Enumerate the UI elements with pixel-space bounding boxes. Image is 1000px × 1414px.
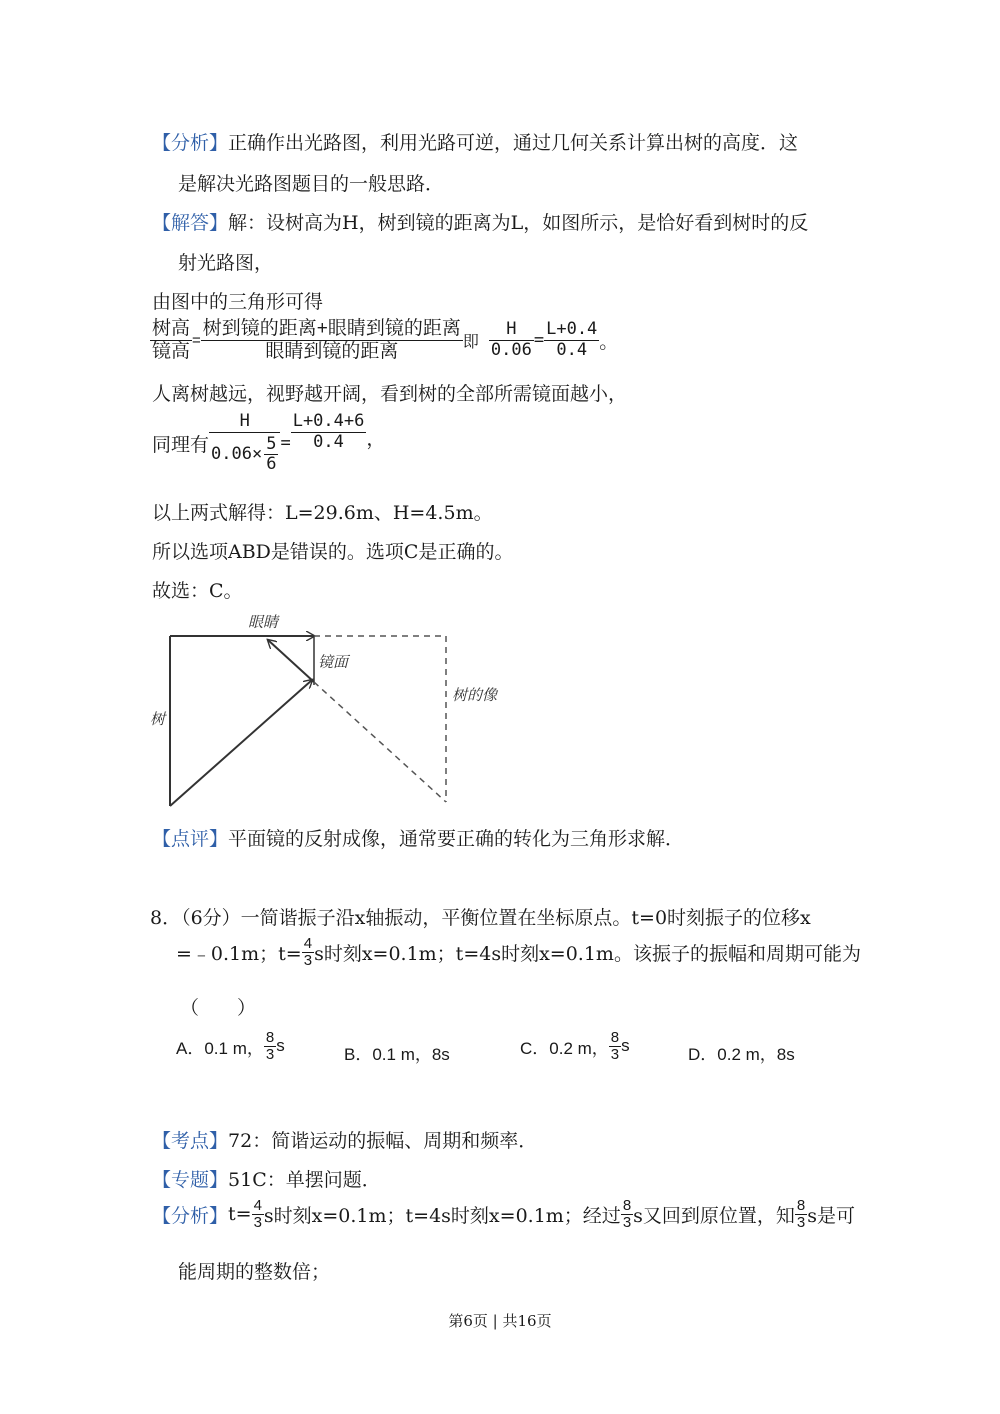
analysis-tag: 【分析】 xyxy=(152,132,229,154)
fraction-h-over-006: $\frac{H}{0.06}$ xyxy=(490,319,532,360)
fraction-h-over-product: H 0.06× $\frac{5}{6}$ xyxy=(209,412,280,475)
fraction-eight-thirds: $\frac{8}{3}$ xyxy=(622,1197,632,1231)
equation-2: 同理有 H 0.06× $\frac{5}{6}$ = $\frac{L+0.4+6}{0.4}$ ， xyxy=(152,411,386,475)
fraction-tree-over-mirror: $\frac{\text{树高}}{\text{镜高}}$ xyxy=(152,318,191,362)
label-tree-image: 树的像 xyxy=(452,686,498,704)
fraction-eight-thirds: $\frac{8}{3}$ xyxy=(265,1029,275,1063)
comment-paragraph xyxy=(152,824,684,851)
zhuanti-paragraph xyxy=(152,1165,381,1192)
question-8-blank: （ ） xyxy=(180,997,257,1019)
label-eye: 眼睛 xyxy=(248,613,279,631)
solution-line-1: 解：设树高为H，树到镜的距离为L，如图所示，是恰好看到树时的反 xyxy=(228,212,809,234)
option-d[interactable]: D．0.2 m，8s xyxy=(688,1045,795,1064)
reflected-ray xyxy=(268,640,314,682)
solution-paragraph xyxy=(152,208,808,235)
label-tree: 树 xyxy=(150,710,166,728)
fraction-l-plus-04-plus-6: $\frac{L+0.4+6}{0.4}$ xyxy=(292,411,365,452)
zhuanti-text: 51C：单摆问题． xyxy=(228,1169,381,1191)
kaodian-tag: 【考点】 xyxy=(152,1130,229,1152)
analysis-2-tag: 【分析】 xyxy=(152,1204,229,1227)
fraction-five-sixths: $\frac{5}{6}$ xyxy=(266,433,277,475)
equation-1: $\frac{\text{树高}}{\text{镜高}}$ = $\frac{\text{树到镜的距离+眼睛到镜的距离}}{\text{眼睛到镜的距离}}$ 即 $\frac{H}{0.06}$ = $\frac{L+0.4}{0.4}$ 。 xyxy=(152,318,619,362)
analysis-2-line-2: 能周期的整数倍； xyxy=(178,1261,331,1283)
solution-line-3: 由图中的三角形可得 xyxy=(152,291,324,313)
fraction-eight-thirds: $\frac{8}{3}$ xyxy=(610,1029,620,1063)
option-b[interactable]: B．0.1 m，8s xyxy=(344,1045,450,1064)
fraction-four-thirds: $\frac{4}{3}$ xyxy=(303,935,313,969)
solution-line-7: 故选：C。 xyxy=(152,580,243,602)
solution-line-2: 射光路图， xyxy=(178,252,274,274)
label-mirror: 镜面 xyxy=(318,653,349,671)
kaodian-text: 72：简谐运动的振幅、周期和频率． xyxy=(228,1130,538,1152)
kaodian-paragraph xyxy=(152,1126,537,1153)
option-c[interactable]: C．0.2 m， $\frac{8}{3}$ s xyxy=(520,1029,630,1063)
analysis-line-2: 是解决光路图题目的一般思路． xyxy=(178,173,445,195)
analysis-line-1: 正确作出光路图，利用光路可逆，通过几何关系计算出树的高度．这 xyxy=(228,132,799,154)
fraction-l-plus-04: $\frac{L+0.4}{0.4}$ xyxy=(546,319,598,360)
zhuanti-tag: 【专题】 xyxy=(152,1169,229,1191)
comment-tag: 【点评】 xyxy=(152,828,229,850)
fraction-distance-ratio: $\frac{\text{树到镜的距离+眼睛到镜的距离}}{\text{眼睛到镜的距离}}$ xyxy=(202,318,461,362)
solution-line-4: 人离树越远，视野越开阔，看到树的全部所需镜面越小， xyxy=(152,383,628,405)
option-a[interactable]: A．0.1 m， $\frac{8}{3}$ s xyxy=(176,1029,285,1063)
ray-to-mirror xyxy=(170,680,312,806)
solution-tag: 【解答】 xyxy=(152,212,229,234)
virtual-ray-line xyxy=(314,682,446,802)
analysis-2-paragraph: 【分析】 t= $\frac{4}{3}$ s时刻x=0.1m；t=4s时刻x=0.1m；经过 $\frac{8}{3}$ s又回到原位置，知 $\frac{8}{3}$ s是可 xyxy=(152,1197,856,1231)
fraction-eight-thirds: $\frac{8}{3}$ xyxy=(796,1197,806,1231)
question-8-line-1: 8．（6分）一简谐振子沿x轴振动，平衡位置在坐标原点。t=0时刻振子的位移x xyxy=(150,907,811,929)
solution-line-6: 所以选项ABD是错误的。选项C是正确的。 xyxy=(152,541,514,563)
page-footer: 第6页 | 共16页 xyxy=(448,1312,552,1330)
comment-text: 平面镜的反射成像，通常要正确的转化为三角形求解． xyxy=(228,828,685,850)
light-path-diagram xyxy=(140,605,498,815)
solution-line-5: 以上两式解得：L=29.6m、H=4.5m。 xyxy=(152,502,493,524)
analysis-paragraph xyxy=(152,128,798,155)
question-8-line-2: =﹣0.1m；t= $\frac{4}{3}$ s时刻x=0.1m；t=4s时刻x=0.1m。该振子的振幅和周期可能为 xyxy=(176,935,861,969)
fraction-four-thirds: $\frac{4}{3}$ xyxy=(253,1197,262,1231)
